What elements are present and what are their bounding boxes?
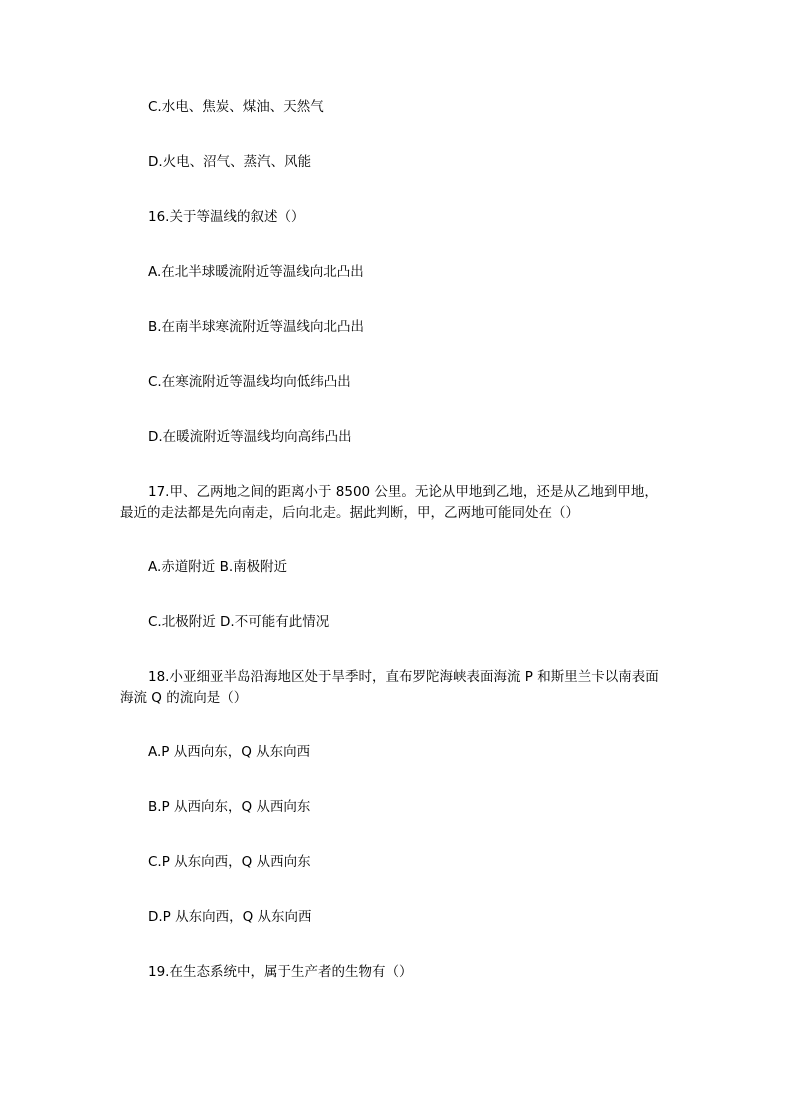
option-17cd: C.北极附近 D.不可能有此情况 <box>148 614 330 630</box>
option-18b: B.P 从西向东，Q 从西向东 <box>148 799 311 815</box>
option-15c: C.水电、焦炭、煤油、天然气 <box>148 99 324 115</box>
option-18a: A.P 从西向东，Q 从东向西 <box>148 744 311 760</box>
question-19: 19.在生态系统中，属于生产者的生物有（） <box>148 964 413 980</box>
option-16c: C.在寒流附近等温线均向低纬凸出 <box>148 374 351 390</box>
option-15d: D.火电、沼气、蒸汽、风能 <box>148 154 312 170</box>
question-17-line-2: 最近的走法都是先向南走，后向北走。据此判断，甲，乙两地可能同处在（） <box>120 505 579 521</box>
question-16: 16.关于等温线的叙述（） <box>148 209 305 225</box>
question-17-line-1: 17.甲、乙两地之间的距离小于 8500 公里。无论从甲地到乙地，还是从乙地到甲地， <box>148 484 658 500</box>
option-16a: A.在北半球暖流附近等温线向北凸出 <box>148 264 364 280</box>
option-16d: D.在暖流附近等温线均向高纬凸出 <box>148 429 352 445</box>
question-18-line-2: 海流 Q 的流向是（） <box>120 690 248 706</box>
question-18-line-1: 18.小亚细亚半岛沿海地区处于旱季时，直布罗陀海峡表面海流 P 和斯里兰卡以南表面 <box>148 669 659 685</box>
option-18d: D.P 从东向西，Q 从东向西 <box>148 909 312 925</box>
option-18c: C.P 从东向西，Q 从西向东 <box>148 854 311 870</box>
option-17ab: A.赤道附近 B.南极附近 <box>148 559 288 575</box>
option-16b: B.在南半球寒流附近等温线向北凸出 <box>148 319 365 335</box>
